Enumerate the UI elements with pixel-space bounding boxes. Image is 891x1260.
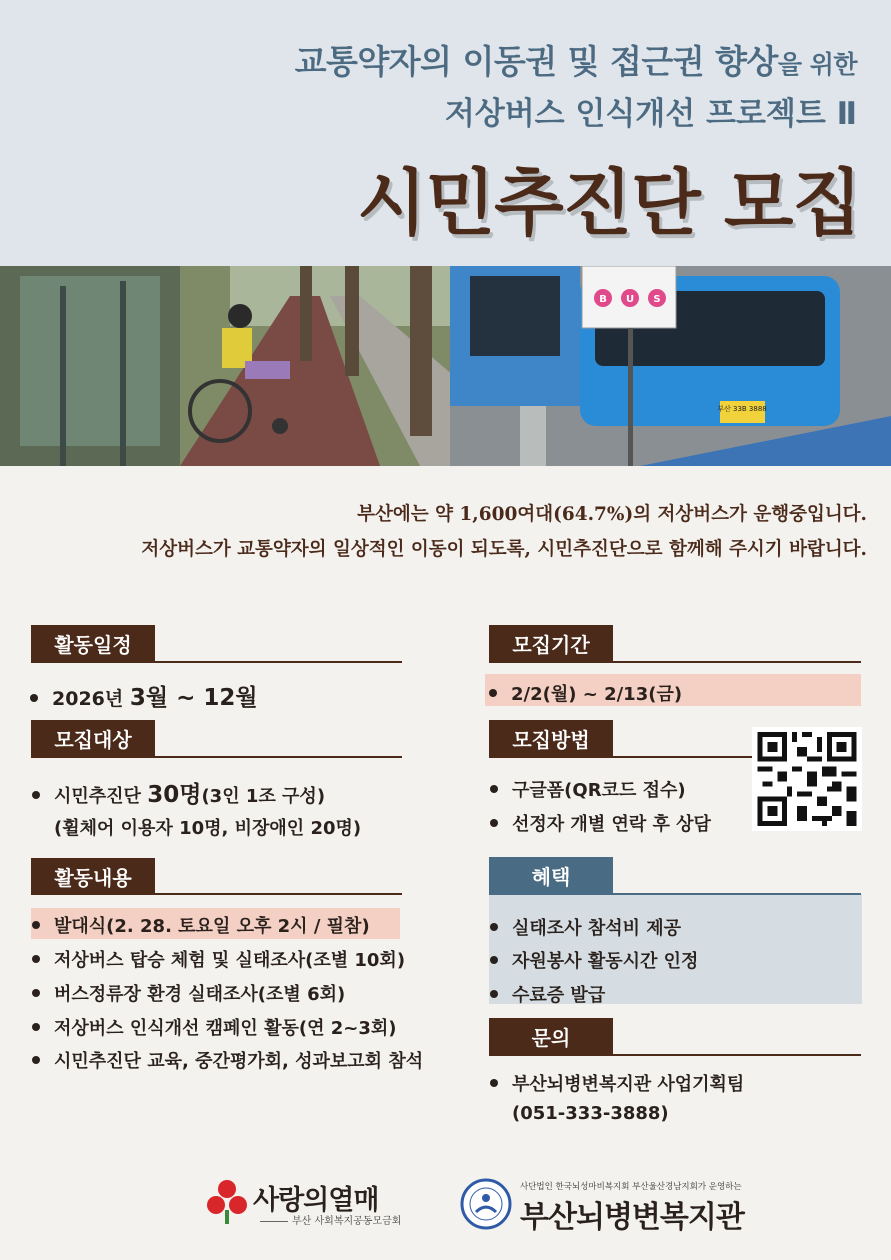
target-post: (3인 1조 구성) — [201, 786, 326, 807]
contact-phone: (051-333-3888) — [512, 1103, 669, 1124]
target-pre: 시민추진단 — [54, 786, 148, 807]
benefit-item — [490, 947, 698, 973]
section-title-method: 모집방법 — [489, 720, 613, 756]
header-line1 — [295, 36, 857, 83]
section-title-benefits: 혜택 — [489, 857, 613, 893]
section-divider — [489, 661, 861, 663]
activity-item — [32, 912, 370, 938]
logo2-sub: 사단법인 한국뇌성마비복지회 부산울산경남지회가 운영하는 — [520, 1182, 742, 1192]
welfare-seal-icon — [460, 1178, 512, 1230]
period-item — [489, 680, 682, 706]
bus-plate-text: 부산 33B 3888 — [717, 405, 767, 413]
logo1-sub: 부산 사회복지공동모금회 — [260, 1212, 401, 1227]
bullet-dot — [32, 955, 40, 963]
section-title-period: 모집기간 — [489, 625, 613, 661]
activity-text: 저상버스 인식개선 캠페인 활동(연 2~3회) — [54, 1018, 397, 1039]
schedule-months: 3월 ~ 12월 — [129, 685, 258, 711]
qr-code-graphic — [752, 727, 862, 831]
bullet-dot — [32, 921, 40, 929]
logo-love-fruit — [205, 1178, 425, 1228]
activity-text: 발대식(2. 28. 토요일 오후 2시 / 필참) — [54, 916, 370, 937]
bus-sign-letter-s: S — [653, 294, 661, 305]
contact-item — [490, 1070, 744, 1096]
header-line1-suffix: 을 위한 — [777, 50, 857, 79]
bullet-dot — [32, 989, 40, 997]
header-line2: 저상버스 인식개선 프로젝트 Ⅱ — [444, 96, 857, 132]
header-banner — [0, 0, 891, 266]
logo-welfare-center — [460, 1178, 760, 1235]
bullet-dot — [490, 1079, 498, 1087]
love-fruit-icon — [205, 1178, 249, 1224]
header-line1-main: 교통약자의 이동권 및 접근권 향상 — [294, 42, 778, 81]
schedule-item — [30, 679, 258, 712]
activity-item — [32, 1014, 396, 1040]
contact-org: 부산뇌병변복지관 사업기획팀 — [512, 1074, 745, 1095]
logo1-name: 사랑의열매 — [253, 1185, 379, 1216]
section-divider — [489, 1054, 861, 1056]
bullet-dot — [490, 956, 498, 964]
activity-text: 시민추진단 교육, 중간평가회, 성과보고회 참석 — [54, 1051, 424, 1072]
section-divider — [31, 756, 402, 758]
target-item — [32, 776, 325, 809]
bullet-dot — [490, 785, 498, 793]
activity-item — [32, 946, 405, 972]
target-count: 30명 — [147, 782, 202, 808]
benefit-text: 자원봉사 활동시간 인정 — [512, 951, 699, 972]
method-text: 구글폼(QR코드 접수) — [512, 780, 686, 801]
schedule-year: 2026년 — [52, 688, 130, 710]
section-divider — [489, 893, 861, 895]
photo-illustration — [0, 266, 891, 466]
benefit-text: 실태조사 참석비 제공 — [512, 918, 682, 939]
bullet-dot — [490, 819, 498, 827]
benefit-item — [490, 914, 681, 940]
activity-item — [32, 980, 345, 1006]
intro-line1: 부산에는 약 1,600여대(64.7%)의 저상버스가 운행중입니다. — [357, 504, 867, 525]
method-text: 선정자 개별 연락 후 상담 — [512, 814, 711, 835]
bullet-dot — [32, 1056, 40, 1064]
target-detail: (휠체어 이용자 10명, 비장애인 20명) — [54, 818, 362, 839]
section-divider — [31, 661, 402, 663]
bullet-dot — [490, 990, 498, 998]
activity-text: 버스정류장 환경 실태조사(조별 6회) — [54, 984, 346, 1005]
bullet-dot — [490, 923, 498, 931]
page-title: 시민추진단 모집 — [357, 161, 861, 245]
bullet-dot — [30, 694, 38, 702]
bullet-dot — [32, 1023, 40, 1031]
section-title-schedule: 활동일정 — [31, 625, 155, 661]
bus-sign-letter-b: B — [599, 294, 607, 305]
period-text: 2/2(월) ~ 2/13(금) — [511, 684, 683, 705]
benefit-item — [490, 981, 605, 1007]
section-divider — [489, 756, 752, 758]
method-item — [490, 810, 711, 836]
qr-code[interactable] — [752, 727, 862, 831]
method-item — [490, 776, 686, 802]
intro-line2: 저상버스가 교통약자의 일상적인 이동이 되도록, 시민추진단으로 함께해 주시기 바랍니다. — [141, 539, 867, 560]
logo2-name: 부산뇌병변복지관 — [520, 1200, 744, 1235]
bus-sign-letter-u: U — [625, 294, 635, 305]
benefit-text: 수료증 발급 — [512, 985, 606, 1006]
section-title-activities: 활동내용 — [31, 858, 155, 894]
section-title-target: 모집대상 — [31, 720, 155, 756]
activity-text: 저상버스 탑승 체험 및 실태조사(조별 10회) — [54, 950, 406, 971]
section-title-contact: 문의 — [489, 1018, 613, 1054]
section-divider — [31, 893, 402, 895]
bullet-dot — [489, 689, 497, 697]
activity-item — [32, 1047, 423, 1073]
bus-stop-photo — [0, 266, 891, 466]
bullet-dot — [32, 791, 40, 799]
